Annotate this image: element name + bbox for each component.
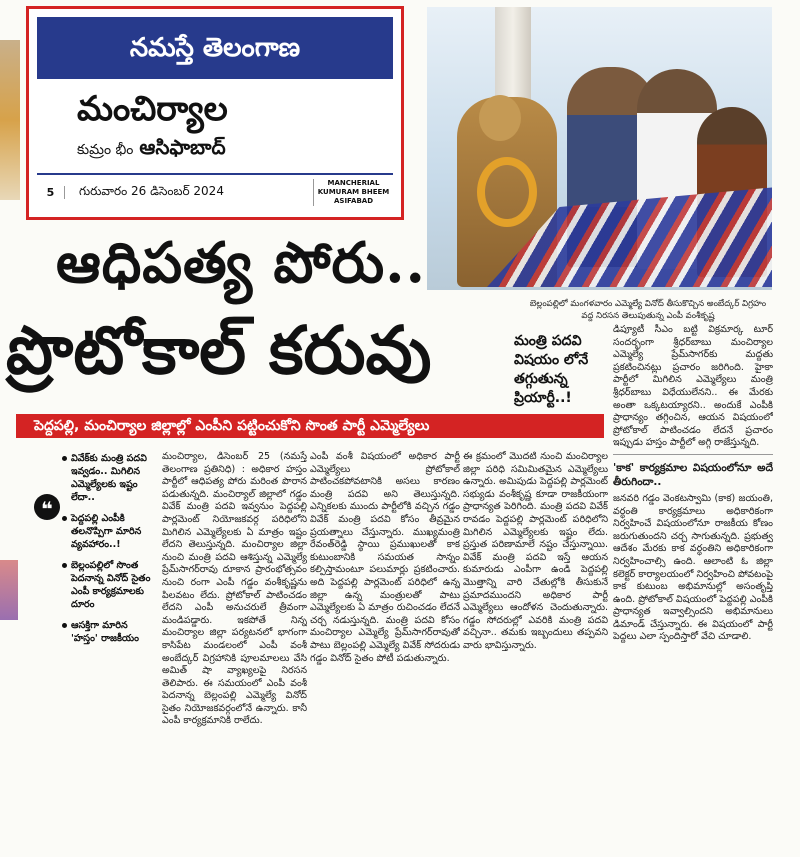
photo-garland (477, 157, 537, 227)
bullet-item: వివేక్‌కు మంత్రి పదవి ఇవ్వడం.. మిగిలిన ఎమ్మెల్యేలకు ఇష్టం లేదా.. (62, 452, 156, 504)
photo-caption: బెల్లంపల్లిలో మంగళవారం ఎమ్మెల్యే వినోద్ తీసుకొచ్చిన అంబేద్కర్ విగ్రహం వద్ద నిరసన తెలుపుతున్న ఎంపీ వంశీకృష్ణ (529, 299, 767, 321)
bullet-item: ఆసక్తిగా మారిన 'హస్తం' రాజకీయం (62, 619, 156, 645)
article-column-3: ఈ క్రమంలో మొదటి నుంచి మంచిర్యాల జిల్లా పరిధి సమిమితమైన ఎమ్మెల్యేలు ఉన్నారు. అమిపుడు పెద్దపల్లి పార్లమెంట్ సభ్యుడు వంశీకృష్ణ కూడా రాజకీయంగా ప్రాధాన్యత పెరిగింది. మంత్రి పదవి వివేక్ రావడం పెద్దపల్లి పార్లమెంట్ పరిధిలోని మిగిలిన ఎమ్మెల్యేలకు ఇష్టం లేదు. ప్రస్తుత పరిణామాలే నష్టం చేస్తున్నాయి. వివేక్ మంత్రి పదవి ఇస్తే ఆయన కుమారుడు ఎంపీగా ఉండి పెద్దపల్లి మొత్తాన్ని వారి చేతుల్లోకి తీసుకునే ప్రమాదముందని అధికార పార్టీ ఎమ్మెల్యేలు ఆందోళన చెందుతున్నారు. గడ్డం సోదరుల్లో ఎవరికి మంత్రి పదవి వచ్చినా.. తమకు ఇబ్బందులు తప్పవని వారు భావిస్తున్నారు. (463, 451, 608, 651)
paper-name: నమస్తే తెలంగాణ (37, 17, 393, 79)
bullet-item: బెల్లంపల్లిలో సొంత పెదనాన్న వినోద్ సైతం ఎంపీ కార్యక్రమాలకు దూరం (62, 559, 156, 611)
highlight-bullets (62, 452, 156, 653)
bullet-dot-icon (62, 456, 67, 461)
column-4-text-top: డిప్యూటీ సీఎం బట్టి విక్రమార్క టూర్ సందర్భంగా శ్రీధర్‌బాబు మంచిర్యాల ఎమ్మెల్యే ప్రేమ్‌సాగర్‌కు మద్దతు ప్రకటించినట్లు ప్రచారం జరిగింది. హైకా పార్టీలో మిగిలిన ఎమ్మెల్యేలు మంత్రి శ్రీధర్‌బాబు విధేయులేనని.. ఈ మేరకు అంతా ఒక్కటయ్యారని.. అందుకే ఎంపీకి ప్రాధాన్యం తగ్గించిన, ఆయన విషయంలో ప్రోటోకాల్ పాటించడం లేదనే ప్రచారం ఇప్పుడు హస్తం పార్టీలో అగ్గి రాజేస్తున్నది. (613, 324, 773, 449)
masthead (26, 6, 404, 220)
subheading: 'కాక' కార్యక్రమాల విషయంలోనూ అదే తీరుగిందా.. (613, 461, 773, 488)
side-headline: మంత్రి పదవి విషయం లోనే తగ్గుతున్న ప్రియార్టీ..! (514, 333, 589, 406)
bullet-dot-icon (62, 623, 67, 628)
edition-date: గురువారం 26 డిసెంబర్ 2024 (79, 183, 224, 198)
bullet-dot-icon (62, 563, 67, 568)
left-photo-crop (0, 40, 20, 200)
divider (613, 454, 773, 455)
bullet-item: పెద్దపల్లి ఎంపీకి తలనొప్పిగా మారిన వ్యవహారం..! (62, 512, 156, 551)
column-4-text-bottom: జనవరి గడ్డం వెంకటస్వామి (కాక) జయంతి, వర్ధంతి కార్యక్రమాలు అధికారికంగా నిర్వహించే విషయంలోనూ రాజకీయ కోణం జరుగుతుందని చర్చ సాగుతున్నది. ప్రభుత్వ ఆదేశం మేరకు కాక వర్ధంతిని అధికారికంగా నిర్వహించాల్సి ఉంది. ఆలాంటి ఓ జిల్లా కలెక్టర్ కార్యాలయంలో నిర్వహించి పోవటంపై కాక కుటుంబ అభిమానుల్లో అసంతృప్తి ఉంది. ప్రోటోకాల్ విషయంలో పెద్దపల్లి ఎంపీకి ప్రాధాన్యత ఇవ్వాల్సిందని అభిమానులు డిమాండ్ చేస్తున్నారు. ఈ విషయంలో పార్టీ పెద్దలు ఎలా స్పందిస్తారో వేచి చూడాలి. (613, 492, 773, 643)
sub-prefix: కుమ్రం భీం (77, 142, 134, 158)
article-column-2: ఎంపీ వంశీ విషయంలో అధికార పార్టీ ఎమ్మెల్యేలు ప్రోటోకాల్ పాటించకపోవటానికి అసలు కారణం మంత్రి పదవి అని తెలుస్తున్నది. ఎన్నికలకు ముందు పార్టీలోకి వచ్చిన గడ్డం వివేక్ మంత్రి పదవి కోసం తీవ్రమైన ప్రయత్నాలు చేస్తున్నారు. ముఖ్యమంత్రి రేవంత్‌రెడ్డి స్థాయి ప్రముఖులతో కాక కుటుంబానికి సమయత సాన్నం కల్పిస్తామంటూ పలుమార్లు ప్రకటించారు. అది పెద్దపల్లి పార్లమెంట్ పరిధిలో ఉన్న జిల్లా ఉన్న మంత్రులతో పాటు ఎమ్మెల్యేలకు ఏ మాత్రం రుచించడం లేదనే చర్చ నడుస్తున్నది. మంత్రి పదవి కోసం మంచిర్యాల ఎమ్మెల్యే ప్రేమ్‌సాగర్‌రావుతో పాటు బెల్లంపల్లి ఎమ్మెల్యే వివేక్ సోదరుడు గడ్డం వినోద్ సైతం పోటీ పడుతున్నారు. (310, 451, 460, 664)
article-column-1: మంచిర్యాల, డిసెంబర్ 25 (నమస్తే తెలంగాణ ప్రతినిధి) : అధికార హస్తం పార్టీలో ఆధిపత్య పోరు మరింత పొరాన పడుతున్నది. మంచిర్యాల్ జిల్లాలో గడ్డం వివేక్ మంత్రి పదవి ఇవ్వనుం పెద్దపల్లి పార్లమెంట్ నియోజకవర్గ పరిధిలోని మిగిలిన ఎమ్మెల్యేలకు ఏ మాత్రం ఇష్టం లేదని తెలుస్తున్నది. మంచిర్యాల జిల్లా నుంచి మంత్రి పదవి ఆశిస్తున్న ఎమ్మెల్యే ప్రేమ్‌సాగర్‌రావు దూకాన ప్రారంభోత్సవం నుంచి రంగా ఎంపీ గడ్డం వంశీకృష్ణను పిలవటం లేదు. ప్రోటోకాల్ పాటించడం లేదని ఎంపీ అనుచరులే త్రీవంగా మండిపడ్డారు. ఇకపోతే నిన్న మంచిర్యాల జిల్లా పర్యటనలో భాగంగా కాసిపేట మండలంలో ఎంపీ వంశీ అంబేద్కర్ విగ్రహానికి పూలమాలలు వేసి అమిత్ షా వ్యాఖ్యలపై నిరసన తెలిపారు. ఈ సమయంలో ఎంపీ వంశీ పెదనాన్న బెల్లంపల్లి ఎమ్మెల్యే వినోద్ సైతం నియోజకవర్గంలోనే ఉన్నారు. కానీ ఎంపీ కార్యక్రమానికి రాలేదు. (162, 451, 307, 727)
news-photo (427, 7, 772, 290)
sub-district (77, 135, 226, 164)
left-photo-crop-2 (0, 560, 18, 620)
city-name: మంచిర్యాల (77, 89, 228, 129)
sub-district-name: ఆసిఫాబాద్ (139, 135, 226, 159)
page-number: 5 (37, 186, 65, 199)
article-column-4 (613, 324, 773, 844)
headline-line-1: ఆధిపత్య పోరు.. (56, 230, 427, 296)
headline-line-2: ప్రొటోకాల్ కరువు (6, 311, 432, 389)
headline-strap: పెద్దపల్లి, మంచిర్యాల జిల్లాల్లో ఎంపీని పట్టించుకోని సొంత పార్టీ ఎమ్మెల్యేలు (16, 414, 604, 438)
masthead-bar (37, 173, 393, 209)
quote-icon: ❝ (34, 494, 60, 520)
english-edition-label: MANCHERIAL KUMURAM BHEEM ASIFABAD (313, 179, 393, 206)
bullet-dot-icon (62, 516, 67, 521)
